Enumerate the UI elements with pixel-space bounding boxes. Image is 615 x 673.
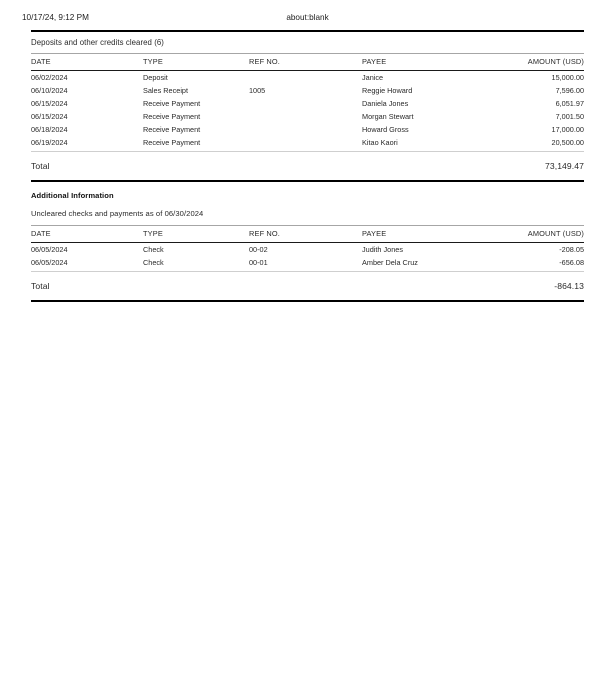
cell-type: Receive Payment (143, 112, 201, 121)
cell-amount: 17,000.00 (551, 125, 584, 134)
uncleared-table (31, 226, 584, 242)
cell-date: 06/10/2024 (31, 86, 68, 95)
deposits-total-value: 73,149.47 (544, 161, 584, 171)
cell-ref-no (249, 97, 362, 110)
additional-information-title: Additional Information (31, 191, 114, 200)
cell-payee: Janice (362, 73, 384, 82)
column-header-ref-no: REF NO. (249, 229, 281, 238)
cell-amount: 6,051.97 (555, 99, 584, 108)
cell-type: Check (143, 245, 164, 254)
cell-payee: Judith Jones (362, 245, 403, 254)
column-header-ref-no: REF NO. (249, 57, 281, 66)
table-row (31, 243, 584, 256)
cell-date: 06/19/2024 (31, 138, 68, 147)
cell-type: Receive Payment (143, 125, 201, 134)
deposits-table-body (31, 71, 584, 149)
uncleared-table-body (31, 243, 584, 269)
cell-ref-no: 00-01 (249, 258, 268, 267)
deposits-header-row (31, 54, 584, 70)
cell-payee: Kitao Kaori (362, 138, 398, 147)
cell-date: 06/18/2024 (31, 125, 68, 134)
cell-payee: Howard Gross (362, 125, 409, 134)
uncleared-header-row (31, 226, 584, 242)
cell-type: Receive Payment (143, 138, 201, 147)
cell-payee: Amber Dela Cruz (362, 258, 418, 267)
cell-type: Check (143, 258, 164, 267)
cell-type: Receive Payment (143, 99, 201, 108)
cell-amount: -656.08 (559, 258, 584, 267)
cell-ref-no (249, 123, 362, 136)
report-body (31, 30, 584, 302)
cell-payee: Daniela Jones (362, 99, 409, 108)
deposits-total-label: Total (31, 161, 50, 171)
table-row (31, 97, 584, 110)
deposits-table-body-wrap (31, 71, 584, 149)
table-row (31, 110, 584, 123)
uncleared-total-row (31, 272, 584, 300)
cell-date: 06/05/2024 (31, 258, 68, 267)
deposits-section-caption: Deposits and other credits cleared (6) (31, 38, 164, 47)
cell-date: 06/05/2024 (31, 245, 68, 254)
column-header-date: DATE (31, 57, 51, 66)
cell-date: 06/15/2024 (31, 99, 68, 108)
cell-payee: Morgan Stewart (362, 112, 414, 121)
table-row (31, 71, 584, 84)
cell-amount: 15,000.00 (551, 73, 584, 82)
table-row (31, 84, 584, 97)
cell-date: 06/15/2024 (31, 112, 68, 121)
cell-payee: Reggie Howard (362, 86, 413, 95)
cell-type: Sales Receipt (143, 86, 189, 95)
print-header (0, 13, 615, 27)
cell-amount: -208.05 (559, 245, 584, 254)
cell-date: 06/02/2024 (31, 73, 68, 82)
column-header-type: TYPE (143, 229, 163, 238)
table-row (31, 256, 584, 269)
column-header-date: DATE (31, 229, 51, 238)
column-header-amount: AMOUNT (USD) (527, 229, 584, 238)
print-timestamp: 10/17/24, 9:12 PM (22, 13, 89, 22)
additional-information-caption: Uncleared checks and payments as of 06/30/2024 (31, 209, 204, 218)
uncleared-total-value: -864.13 (554, 281, 584, 291)
cell-amount: 7,001.50 (555, 112, 584, 121)
deposits-table-header (31, 54, 584, 70)
cell-ref-no (249, 136, 362, 149)
print-url: about:blank (286, 13, 329, 22)
column-header-payee: PAYEE (362, 229, 387, 238)
cell-ref-no: 1005 (249, 86, 266, 95)
cell-ref-no (249, 71, 362, 84)
cell-ref-no: 00-02 (249, 245, 268, 254)
table-row (31, 123, 584, 136)
deposits-table (31, 54, 584, 70)
column-header-amount: AMOUNT (USD) (527, 57, 584, 66)
uncleared-total-label: Total (31, 281, 50, 291)
column-header-type: TYPE (143, 57, 163, 66)
uncleared-table-header (31, 226, 584, 242)
cell-type: Deposit (143, 73, 168, 82)
column-header-payee: PAYEE (362, 57, 387, 66)
table-row (31, 136, 584, 149)
cell-amount: 20,500.00 (551, 138, 584, 147)
report-bottom-rule (31, 300, 584, 302)
uncleared-table-body-wrap (31, 243, 584, 269)
deposits-total-row (31, 152, 584, 180)
cell-amount: 7,596.00 (555, 86, 584, 95)
cell-ref-no (249, 110, 362, 123)
